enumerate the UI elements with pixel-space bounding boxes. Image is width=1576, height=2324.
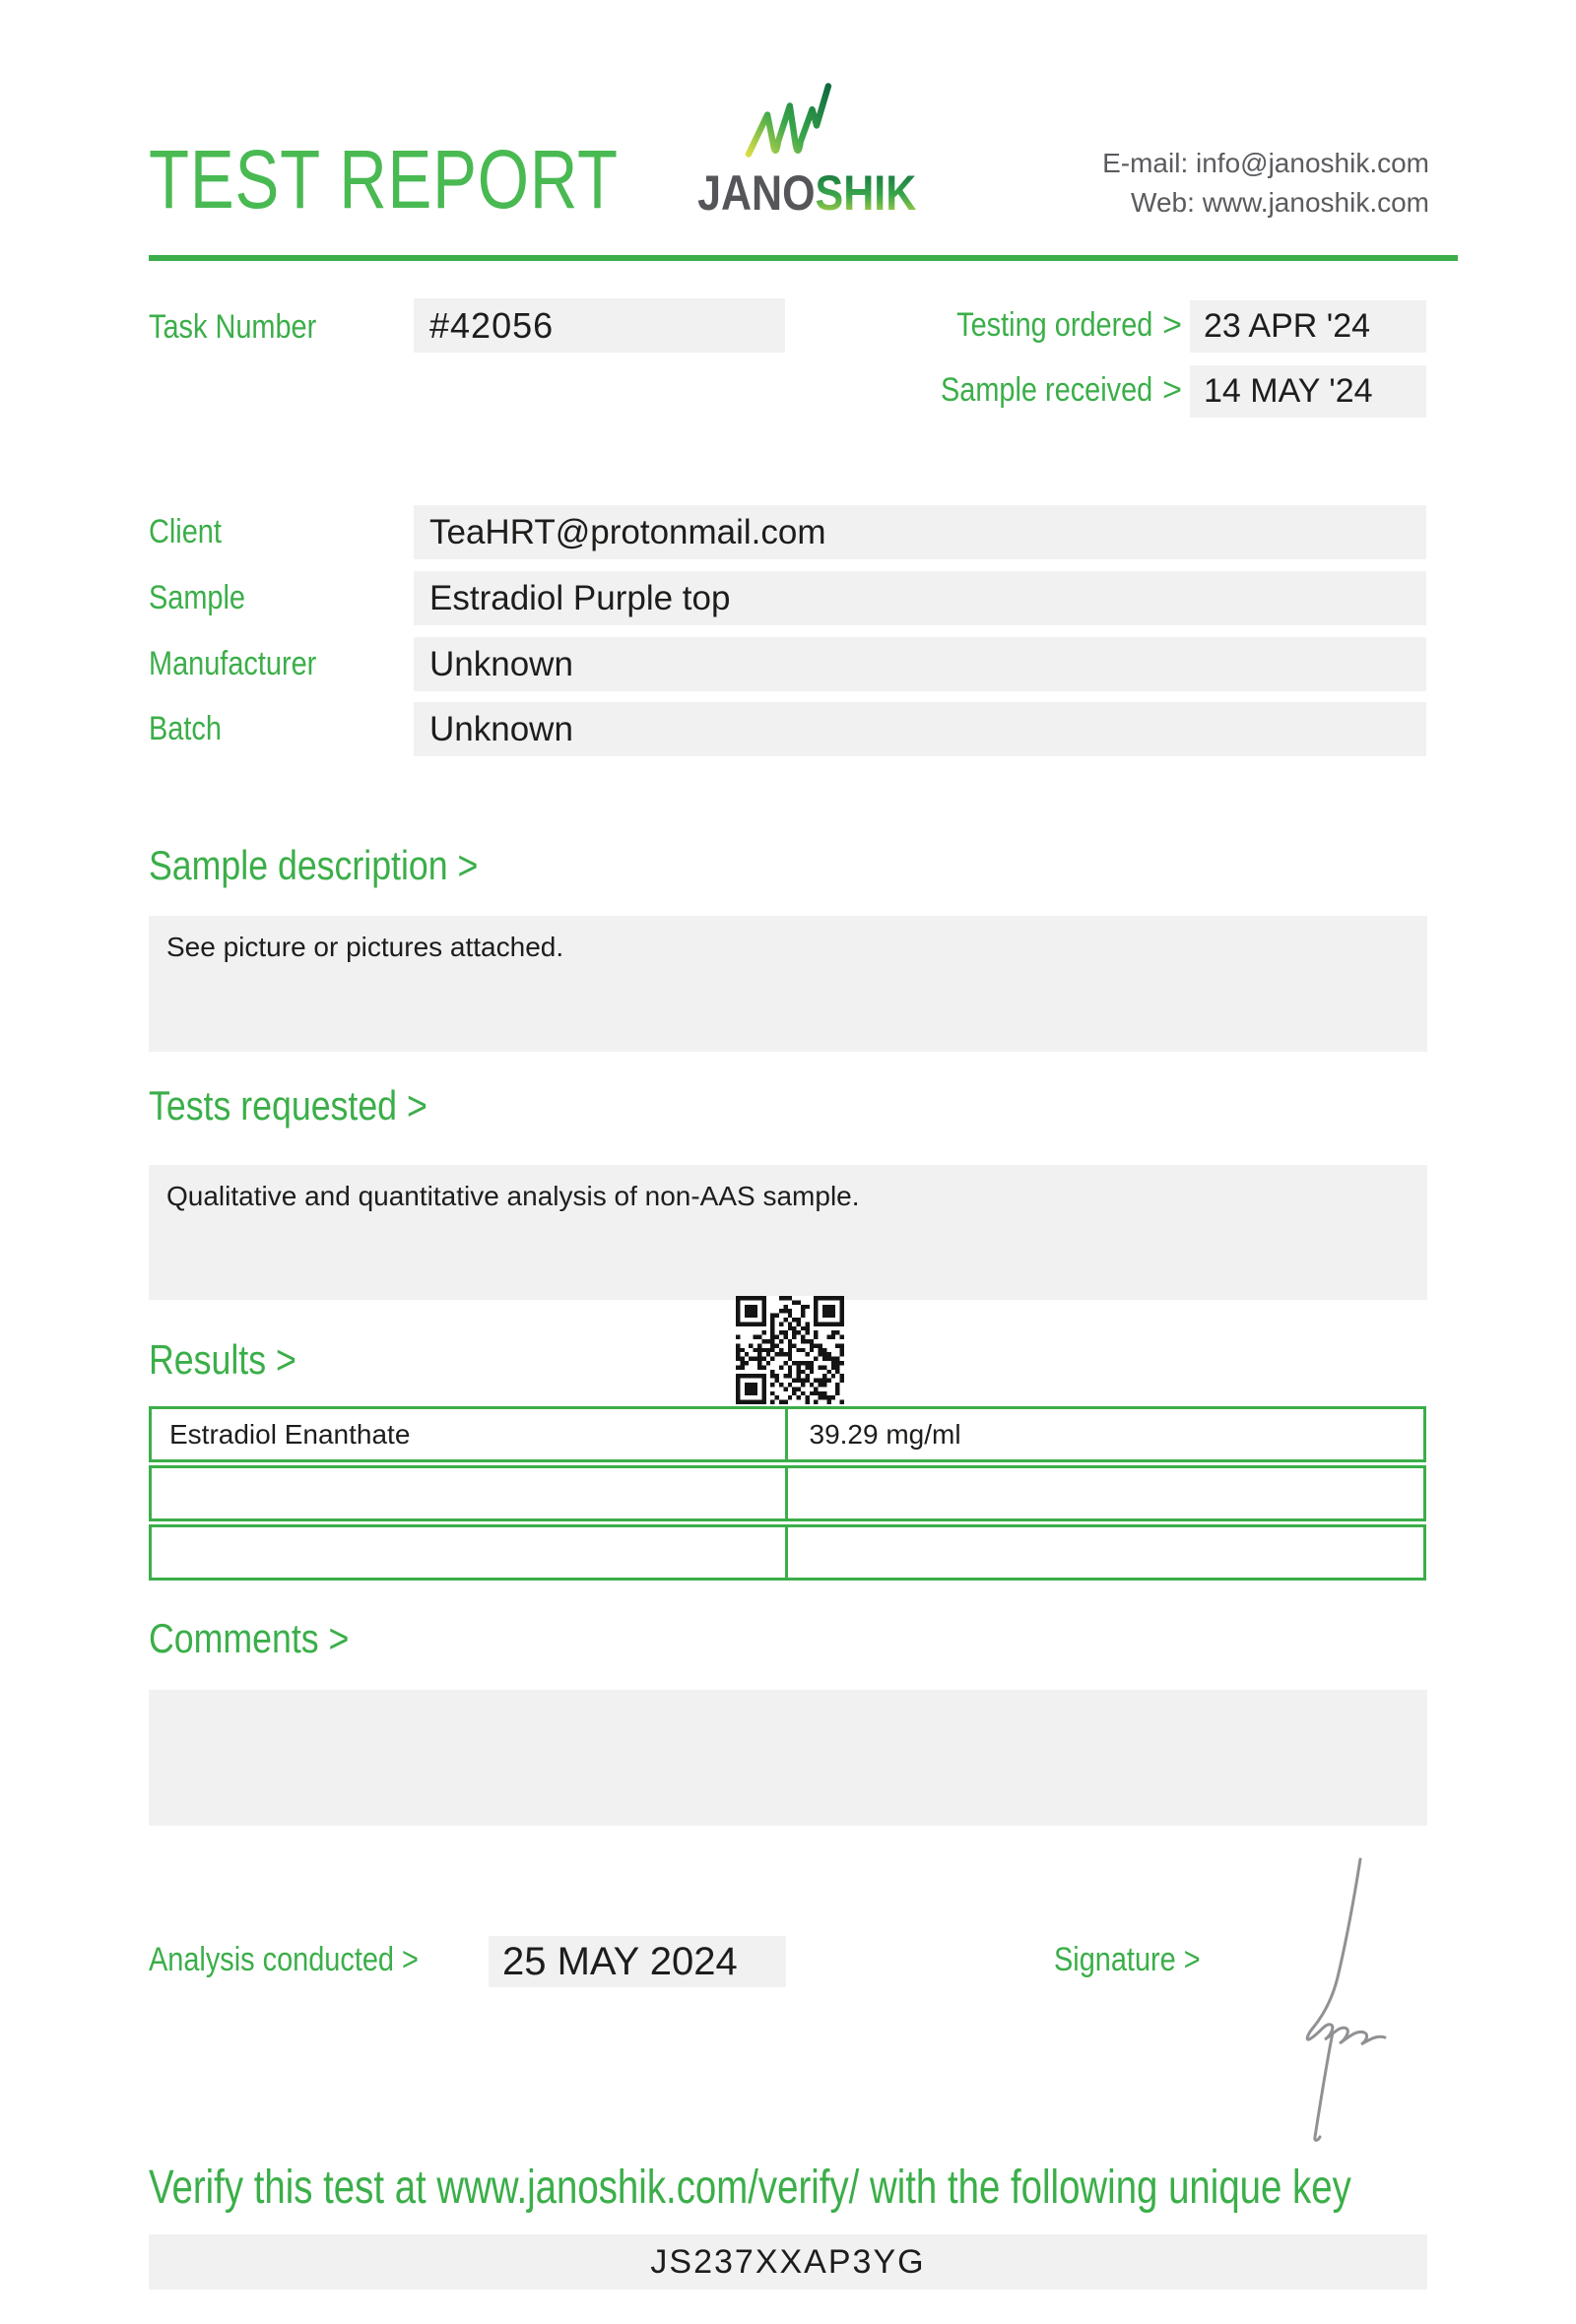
testing-ordered-date: 23 APR '24	[1204, 307, 1371, 345]
results-substance-cell	[149, 1524, 788, 1581]
testing-ordered-arrow: >	[1162, 305, 1182, 344]
detail-row-batch	[149, 702, 1426, 756]
batch-value: Unknown	[429, 709, 573, 748]
verify-key-box	[149, 2234, 1427, 2290]
contact-web-value: www.janoshik.com	[1202, 187, 1429, 218]
testing-ordered-value-box	[1190, 300, 1426, 353]
sample-description-text: See picture or pictures attached.	[166, 932, 564, 962]
manufacturer-label: Manufacturer	[149, 644, 317, 682]
contact-web-line	[1102, 183, 1429, 223]
logo-text-shik: SHIK	[815, 165, 917, 221]
task-number-value: #42056	[429, 304, 555, 346]
verify-instruction: Verify this test at www.janoshik.com/verify/ with the following unique key	[149, 2162, 1351, 2214]
contact-email-label: E-mail:	[1102, 148, 1189, 178]
page-title: TEST REPORT	[149, 133, 619, 226]
client-value-box	[414, 505, 1426, 559]
testing-ordered-label: Testing ordered	[955, 305, 1153, 344]
task-number-label: Task Number	[149, 308, 317, 346]
sample-received-label: Sample received	[940, 370, 1153, 409]
tests-requested-text: Qualitative and quantitative analysis of non-AAS sample.	[166, 1181, 860, 1211]
signature-image	[1276, 1853, 1394, 2144]
results-substance-cell: Estradiol Enanthate	[149, 1406, 788, 1462]
results-table	[149, 1406, 1426, 1581]
results-value-cell	[788, 1465, 1427, 1521]
detail-row-manufacturer	[149, 637, 1426, 691]
manufacturer-value-box	[414, 637, 1426, 691]
sample-description-heading: Sample description >	[149, 842, 479, 888]
sample-description-box	[149, 916, 1427, 1052]
comments-heading: Comments >	[149, 1615, 350, 1661]
header-divider	[149, 255, 1458, 261]
sample-received-value-box	[1190, 365, 1426, 418]
qr-code	[736, 1296, 844, 1404]
sample-received-date: 14 MAY '24	[1204, 372, 1373, 410]
analysis-date: 25 MAY 2024	[502, 1939, 738, 1983]
client-value: TeaHRT@protonmail.com	[429, 512, 826, 551]
logo-chart-icon	[743, 81, 833, 160]
logo-wordmark	[680, 165, 917, 221]
analysis-date-box	[489, 1936, 786, 1987]
sample-value: Estradiol Purple top	[429, 578, 731, 617]
results-value-cell: 39.29 mg/ml	[788, 1406, 1427, 1462]
results-heading: Results >	[149, 1336, 296, 1383]
sample-value-box	[414, 571, 1426, 625]
detail-row-client	[149, 505, 1426, 559]
testing-ordered-row	[886, 298, 1182, 353]
comments-box	[149, 1690, 1427, 1826]
results-substance-cell	[149, 1465, 788, 1521]
tests-requested-box	[149, 1165, 1427, 1300]
tests-requested-heading: Tests requested >	[149, 1082, 427, 1129]
contact-email-line	[1102, 144, 1429, 183]
contact-info	[1102, 144, 1429, 223]
signature-label: Signature >	[1054, 1941, 1201, 1978]
verify-key: JS237XXAP3YG	[650, 2242, 926, 2281]
analysis-conducted-label: Analysis conducted >	[149, 1941, 419, 1978]
contact-email-value: info@janoshik.com	[1196, 148, 1429, 178]
results-table-row	[149, 1406, 1426, 1462]
batch-label: Batch	[149, 709, 222, 747]
results-table-row	[149, 1465, 1426, 1521]
sample-received-row	[886, 363, 1182, 418]
contact-web-label: Web:	[1131, 187, 1195, 218]
sample-received-arrow: >	[1162, 370, 1182, 409]
batch-value-box	[414, 702, 1426, 756]
detail-row-sample	[149, 571, 1426, 625]
results-value-cell	[788, 1524, 1427, 1581]
manufacturer-value: Unknown	[429, 644, 573, 683]
client-label: Client	[149, 512, 222, 550]
results-table-row	[149, 1524, 1426, 1581]
task-number-value-box	[414, 298, 785, 353]
logo-text-jano: JANO	[697, 165, 816, 221]
sample-label: Sample	[149, 578, 245, 616]
